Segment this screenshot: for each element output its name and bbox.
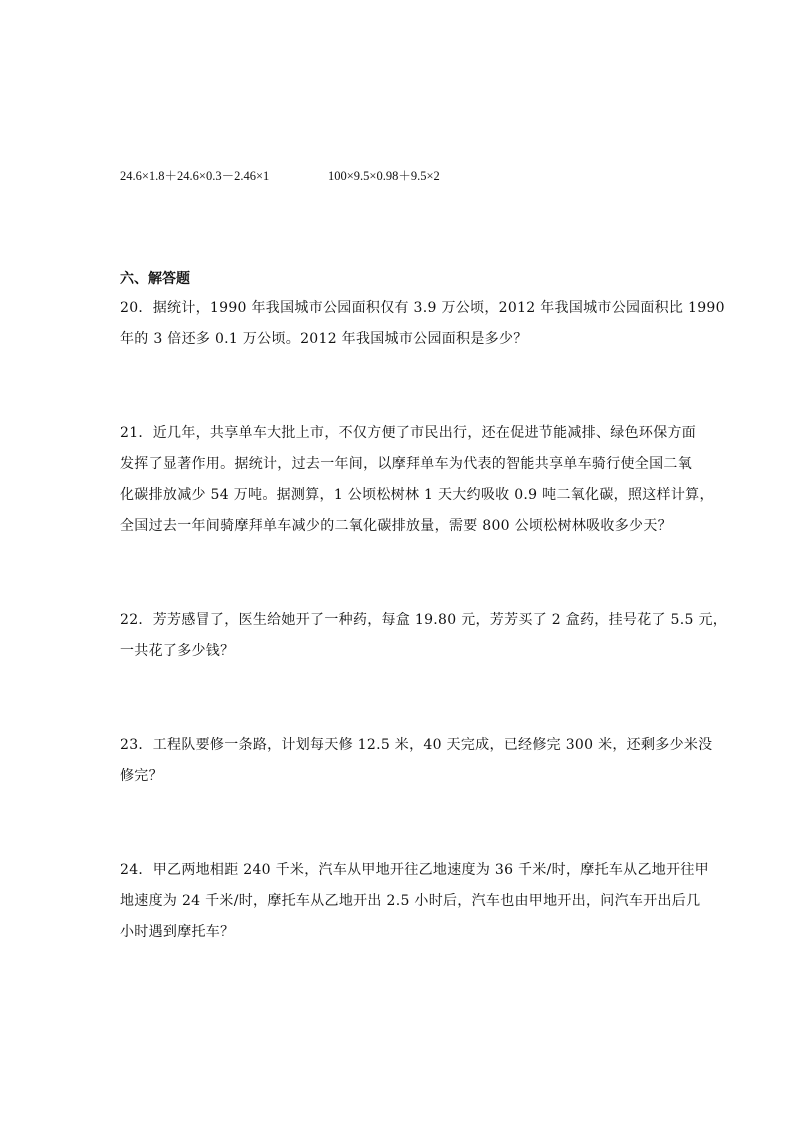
expression-2: 100×9.5×0.98＋9.5×2 — [328, 169, 440, 183]
question-line: 22．芳芳感冒了，医生给她开了一种药，每盒 19.80 元，芳芳买了 2 盒药，挂号花了 5.5 元， — [120, 612, 728, 628]
question-21 — [120, 418, 714, 542]
question-line: 全国过去一年间骑摩拜单车减少的二氧化碳排放量，需要 800 公顷松树林吸收多少天？ — [120, 518, 672, 534]
question-line: 24．甲乙两地相距 240 千米，汽车从甲地开往乙地速度为 36 千米/时，摩托车从乙地开往甲 — [120, 862, 709, 878]
question-line: 23．工程队要修一条路，计划每天修 12.5 米，40 天完成，已经修完 300 米，还剩多少米没 — [120, 737, 713, 753]
question-24 — [120, 855, 709, 948]
question-line: 化碳排放减少 54 万吨。据测算，1 公顷松树林 1 天大约吸收 0.9 吨二氧化碳，照这样计算， — [120, 487, 714, 503]
expression-1: 24.6×1.8＋24.6×0.3－2.46×1 — [120, 169, 270, 183]
section-title: 六、解答题 — [120, 271, 190, 287]
question-20 — [120, 293, 725, 355]
calculation-expressions — [120, 166, 440, 184]
question-23 — [120, 730, 713, 792]
question-line: 修完？ — [120, 768, 163, 784]
question-line: 发挥了显著作用。据统计，过去一年间，以摩拜单车为代表的智能共享单车骑行使全国二氧 — [120, 456, 692, 472]
question-line: 年的 3 倍还多 0.1 万公顷。2012 年我国城市公园面积是多少？ — [120, 331, 528, 347]
question-line: 一共花了多少钱？ — [120, 643, 235, 659]
question-line: 20．据统计，1990 年我国城市公园面积仅有 3.9 万公顷，2012 年我国城市公园面积比 1990 — [120, 300, 725, 316]
question-line: 地速度为 24 千米/时，摩托车从乙地开出 2.5 小时后，汽车也由甲地开出，问汽车开出后几 — [120, 893, 701, 909]
question-22 — [120, 605, 728, 667]
question-line: 小时遇到摩托车？ — [120, 924, 235, 940]
question-line: 21．近几年，共享单车大批上市，不仅方便了市民出行，还在促进节能减排、绿色环保方面 — [120, 425, 697, 441]
